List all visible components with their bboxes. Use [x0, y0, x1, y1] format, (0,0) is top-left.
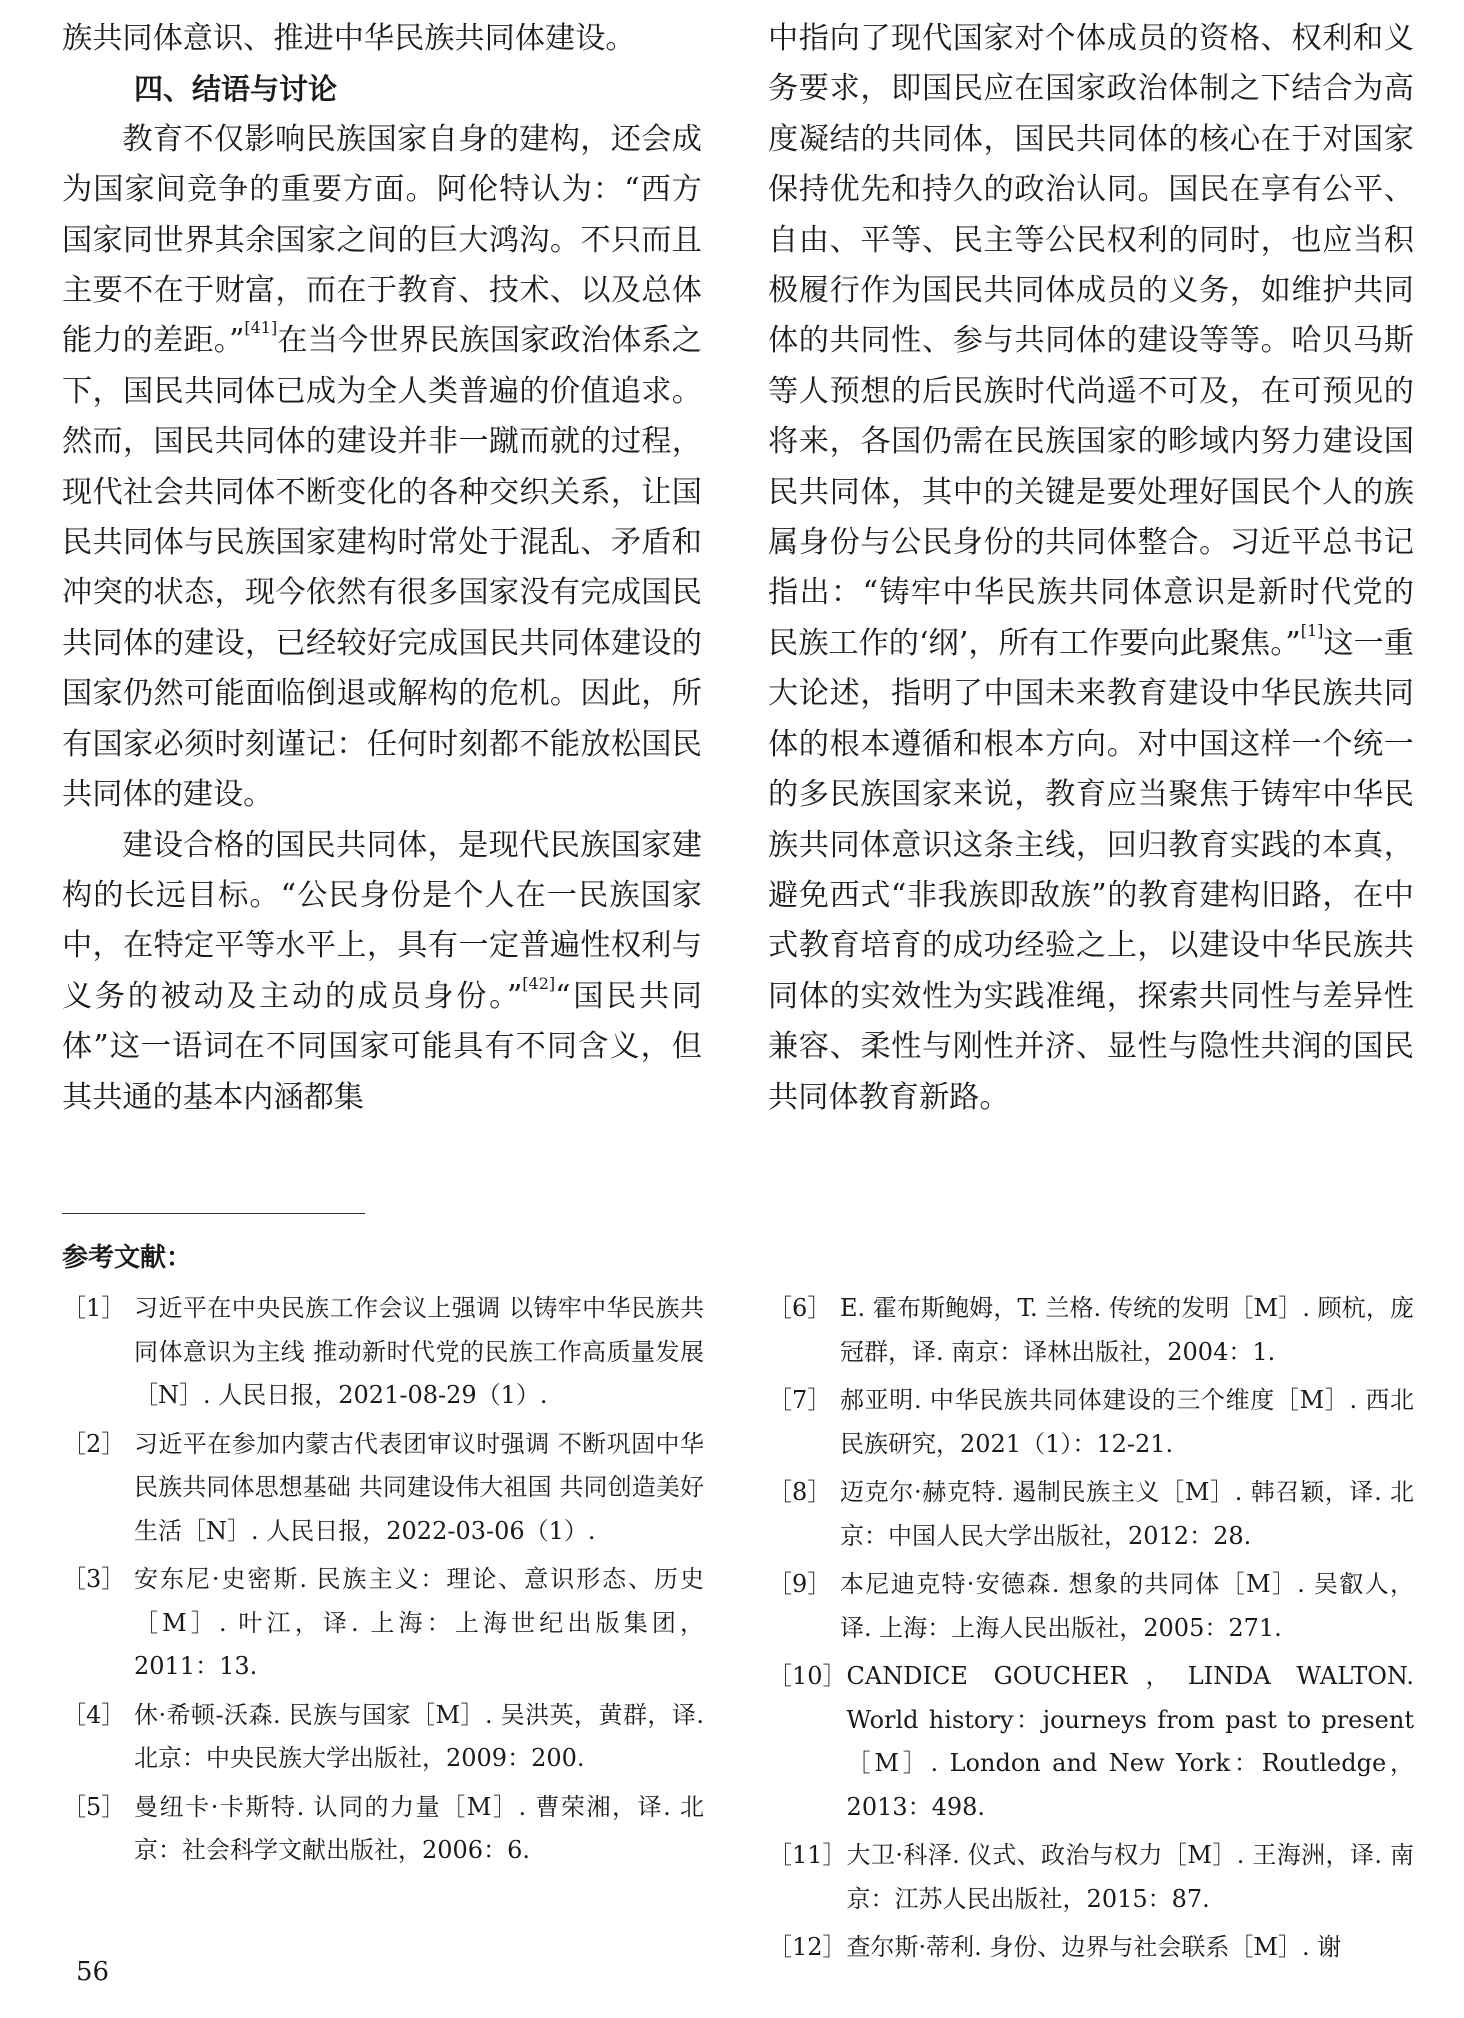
paragraph-text: 建设合格的国民共同体，是现代民族国家建构的长远目标。“公民身份是个人在一民族国家中，在特定平等水平上，具有一定普遍性权利与义务的被动及主动的成员身份。” [62, 827, 702, 1014]
reference-item [62, 1558, 704, 1689]
reference-item [62, 1786, 704, 1873]
reference-item [768, 1926, 1414, 1970]
reference-item [62, 1287, 704, 1418]
reference-item [768, 1834, 1414, 1921]
reference-item [62, 1694, 704, 1781]
reference-number: ［7］ [768, 1386, 832, 1414]
citation-1: [1] [1300, 620, 1324, 640]
reference-item [768, 1287, 1414, 1374]
conclusion-paragraph-1 [62, 115, 702, 821]
reference-text: E. 霍布斯鲍姆，T. 兰格. 传统的发明［M］. 顾杭，庞冠群，译. 南京：译林出版社，2004：1. [840, 1294, 1414, 1366]
reference-item [768, 1655, 1414, 1829]
conclusion-paragraph-2 [62, 821, 702, 1123]
reference-number: ［11］ [768, 1841, 847, 1869]
reference-text: 郝亚明. 中华民族共同体建设的三个维度［M］. 西北民族研究，2021（1）：12-21. [840, 1386, 1414, 1458]
reference-text: CANDICE GOUCHER，LINDA WALTON. World history：journeys from past to present［M］. London and New York：Routledge，2013：498. [846, 1662, 1414, 1821]
reference-text: 迈克尔·赫克特. 遏制民族主义［M］. 韩召颖，译. 北京：中国人民大学出版社，2012：28. [840, 1478, 1414, 1550]
reference-number: ［10］ [768, 1662, 847, 1690]
reference-number: ［8］ [768, 1478, 832, 1506]
paragraph-text: 中指向了现代国家对个体成员的资格、权利和义务要求，即国民应在国家政治体制之下结合为高度凝结的共同体，国民共同体的核心在于对国家保持优先和持久的政治认同。国民在享有公平、自由、平等、民主等公民权利的同时，也应当积极履行作为国民共同体成员的义务，如维护共同体的共同性、参与共同体的建设等等。哈贝马斯等人预想的后民族时代尚遥不可及，在可预见的将来，各国仍需在民族国家的畛域内努力建设国民共同体，其中的关键是要处理好国民个人的族属身份与公民身份的共同体整合。习近平总书记指出：“铸牢中华民族共同体意识是新时代党的民族工作的‘纲’，所有工作要向此聚焦。” [768, 21, 1414, 661]
reference-number: ［6］ [768, 1294, 832, 1322]
reference-number: ［3］ [62, 1565, 126, 1593]
references-right [768, 1287, 1414, 1975]
left-column [62, 14, 702, 1123]
reference-item [768, 1563, 1414, 1650]
references-left [62, 1287, 704, 1878]
reference-number: ［4］ [62, 1700, 126, 1729]
reference-number: ［5］ [62, 1792, 126, 1821]
reference-text: 安东尼·史密斯. 民族主义：理论、意识形态、历史［M］. 叶江，译. 上海：上海世纪出版集团，2011：13. [134, 1565, 704, 1680]
reference-item [62, 1423, 704, 1554]
page-number: 56 [76, 1957, 110, 1987]
reference-text: 习近平在中央民族工作会议上强调 以铸牢中华民族共同体意识为主线 推动新时代党的民族工作高质量发展［N］. 人民日报，2021-08-29（1）. [134, 1294, 704, 1409]
reference-number: ［12］ [768, 1933, 847, 1961]
continued-paragraph [768, 14, 1414, 1123]
footnote-divider [62, 1213, 365, 1214]
reference-item [768, 1379, 1414, 1466]
right-column [768, 14, 1414, 1123]
citation-42: [42] [522, 973, 556, 993]
reference-text: 本尼迪克特·安德森. 想象的共同体［M］. 吴叡人，译. 上海：上海人民出版社，2005：271. [840, 1570, 1414, 1642]
reference-item [768, 1471, 1414, 1558]
paragraph-text: 在当今世界民族国家政治体系之下，国民共同体已成为全人类普遍的价值追求。然而，国民共同体的建设并非一蹴而就的过程，现代社会共同体不断变化的各种交织关系，让国民共同体与民族国家建构时常处于混乱、矛盾和冲突的状态，现今依然有很多国家没有完成国民共同体的建设，已经较好完成国民共同体建设的国家仍然可能面临倒退或解构的危机。因此，所有国家必须时刻谨记：任何时刻都不能放松国民共同体的建设。 [62, 323, 702, 813]
reference-number: ［1］ [62, 1294, 126, 1322]
citation-41: [41] [244, 318, 278, 338]
reference-text: 曼纽卡·卡斯特. 认同的力量［M］. 曹荣湘，译. 北京：社会科学文献出版社，2006：6. [134, 1792, 704, 1864]
paragraph-text: 这一重大论述，指明了中国未来教育建设中华民族共同体的根本遵循和根本方向。对中国这样一个统一的多民族国家来说，教育应当聚焦于铸牢中华民族共同体意识这条主线，回归教育实践的本真，避免西式“非我族即敌族”的教育建构旧路，在中式教育培育的成功经验之上，以建设中华民族共同体的实效性为实践准绳，探索共同性与差异性兼容、柔性与刚性并济、显性与隐性共润的国民共同体教育新路。 [768, 625, 1414, 1115]
reference-number: ［2］ [62, 1429, 126, 1458]
section-heading: 四、结语与讨论 [134, 72, 338, 107]
reference-text: 休·希顿-沃森. 民族与国家［M］. 吴洪英，黄群，译. 北京：中央民族大学出版社，2009：200. [134, 1700, 704, 1772]
paragraph-text: “国民共同体”这一语词在不同国家可能具有不同含义，但其共通的基本内涵都集 [62, 978, 702, 1115]
paragraph-text: 教育不仅影响民族国家自身的建构，还会成为国家间竞争的重要方面。阿伦特认为：“西方国家同世界其余国家之间的巨大鸿沟。不只而且主要不在于财富，而在于教育、技术、以及总体能力的差距。” [62, 121, 702, 359]
references-heading: 参考文献： [62, 1243, 193, 1273]
continued-paragraph: 族共同体意识、推进中华民族共同体建设。 [62, 21, 636, 56]
reference-text: 习近平在参加内蒙古代表团审议时强调 不断巩固中华民族共同体思想基础 共同建设伟大祖国 共同创造美好生活［N］. 人民日报，2022-03-06（1）. [134, 1429, 704, 1545]
reference-text: 大卫·科泽. 仪式、政治与权力［M］. 王海洲，译. 南京：江苏人民出版社，2015：87. [846, 1841, 1414, 1913]
reference-text: 查尔斯·蒂利. 身份、边界与社会联系［M］. 谢 [846, 1933, 1342, 1961]
reference-number: ［9］ [768, 1570, 832, 1598]
